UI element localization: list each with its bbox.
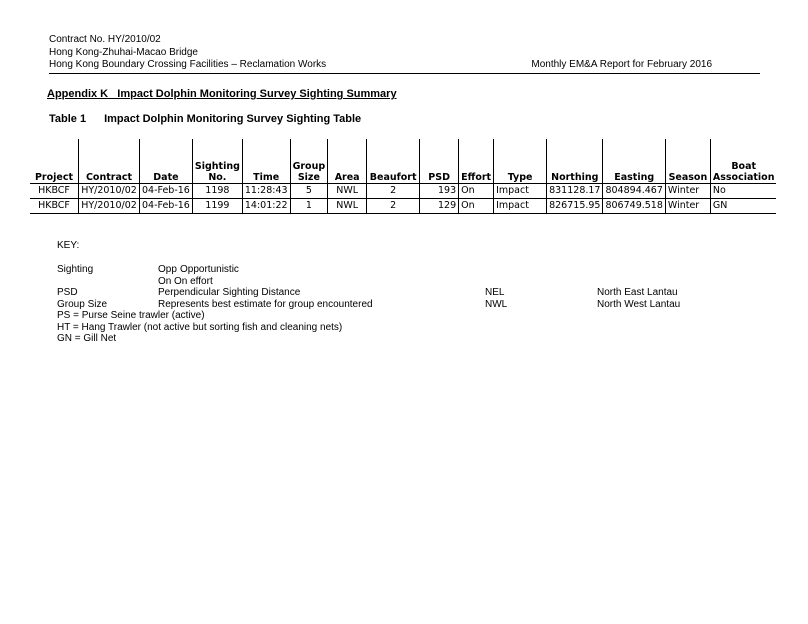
cell-project: HKBCF — [30, 184, 79, 199]
key-psd-text: Perpendicular Sighting Distance — [158, 287, 301, 298]
col-header-group-size: Group Size — [290, 139, 328, 184]
cell-effort: On — [459, 199, 494, 214]
key-gn-text: GN = Gill Net — [57, 333, 117, 344]
col-header-project: Project — [30, 139, 79, 184]
cell-season: Winter — [665, 184, 710, 199]
key-ht-text: HT = Hang Trawler (not active but sorting fish and cleaning nets) — [57, 321, 343, 333]
cell-type: Impact — [494, 199, 547, 214]
key-nel-text: North East Lantau — [597, 287, 678, 298]
col-header-date: Date — [140, 139, 193, 184]
cell-area: NWL — [328, 199, 367, 214]
col-header-beaufort: Beaufort — [367, 139, 420, 184]
works-name: Hong Kong Boundary Crossing Facilities – Reclamation Works — [49, 59, 327, 70]
cell-date: 04-Feb-16 — [140, 184, 193, 199]
cell-sighting-no: 1198 — [192, 184, 242, 199]
contract-number: Contract No. HY/2010/02 — [49, 34, 161, 45]
appendix-title: Appendix K Impact Dolphin Monitoring Survey Sighting Summary — [47, 88, 397, 100]
cell-time: 11:28:43 — [242, 184, 290, 199]
col-header-easting: Easting — [603, 139, 665, 184]
key-title: KEY: — [57, 240, 80, 251]
col-header-type: Type — [494, 139, 547, 184]
col-header-season: Season — [665, 139, 710, 184]
cell-psd: 129 — [420, 199, 459, 214]
sighting-table — [30, 139, 776, 214]
cell-group-size: 1 — [290, 199, 328, 214]
col-header-psd: PSD — [420, 139, 459, 184]
table-row — [30, 184, 776, 199]
table-row — [30, 199, 776, 214]
table-header-row — [30, 139, 776, 184]
col-header-time: Time — [242, 139, 290, 184]
cell-beaufort: 2 — [367, 199, 420, 214]
key-group-label: Group Size — [57, 298, 108, 310]
cell-time: 14:01:22 — [242, 199, 290, 214]
cell-easting: 806749.518 — [603, 199, 665, 214]
cell-group-size: 5 — [290, 184, 328, 199]
table-caption: Impact Dolphin Monitoring Survey Sighting Table — [104, 113, 362, 125]
page-header — [49, 34, 760, 74]
header-rule-row — [49, 59, 760, 74]
cell-effort: On — [459, 184, 494, 199]
key-on-code: On — [158, 275, 172, 287]
key-nwl-code: NWL — [485, 298, 508, 310]
key-opp-text: Opportunistic — [180, 264, 239, 275]
key-nwl-text: North West Lantau — [597, 298, 681, 310]
key-ps-text: PS = Purse Seine trawler (active) — [57, 310, 205, 321]
key-nel-code: NEL — [485, 287, 505, 298]
col-header-effort: Effort — [459, 139, 494, 184]
key-sighting-label: Sighting — [57, 264, 94, 275]
cell-type: Impact — [494, 184, 547, 199]
cell-boat-association: GN — [710, 199, 776, 214]
key-group-text: Represents best estimate for group encountered — [158, 298, 373, 310]
cell-project: HKBCF — [30, 199, 79, 214]
key-opp-code: Opp — [158, 264, 177, 275]
project-name: Hong Kong-Zhuhai-Macao Bridge — [49, 46, 198, 58]
col-header-contract: Contract — [79, 139, 140, 184]
cell-psd: 193 — [420, 184, 459, 199]
cell-northing: 831128.17 — [547, 184, 603, 199]
key-psd-label: PSD — [57, 287, 78, 298]
cell-northing: 826715.95 — [547, 199, 603, 214]
cell-contract: HY/2010/02 — [79, 184, 140, 199]
cell-season: Winter — [665, 199, 710, 214]
cell-easting: 804894.467 — [603, 184, 665, 199]
cell-area: NWL — [328, 184, 367, 199]
key-on-text: On effort — [174, 275, 213, 287]
cell-sighting-no: 1199 — [192, 199, 242, 214]
col-header-sighting-no: Sighting No. — [192, 139, 242, 184]
cell-date: 04-Feb-16 — [140, 199, 193, 214]
table-label: Table 1 — [49, 113, 87, 125]
col-header-boat-association: Boat Association — [710, 139, 776, 184]
col-header-area: Area — [328, 139, 367, 184]
col-header-northing: Northing — [547, 139, 603, 184]
cell-boat-association: No — [710, 184, 776, 199]
cell-contract: HY/2010/02 — [79, 199, 140, 214]
cell-beaufort: 2 — [367, 184, 420, 199]
table-title — [49, 113, 361, 125]
report-name: Monthly EM&A Report for February 2016 — [531, 59, 712, 70]
